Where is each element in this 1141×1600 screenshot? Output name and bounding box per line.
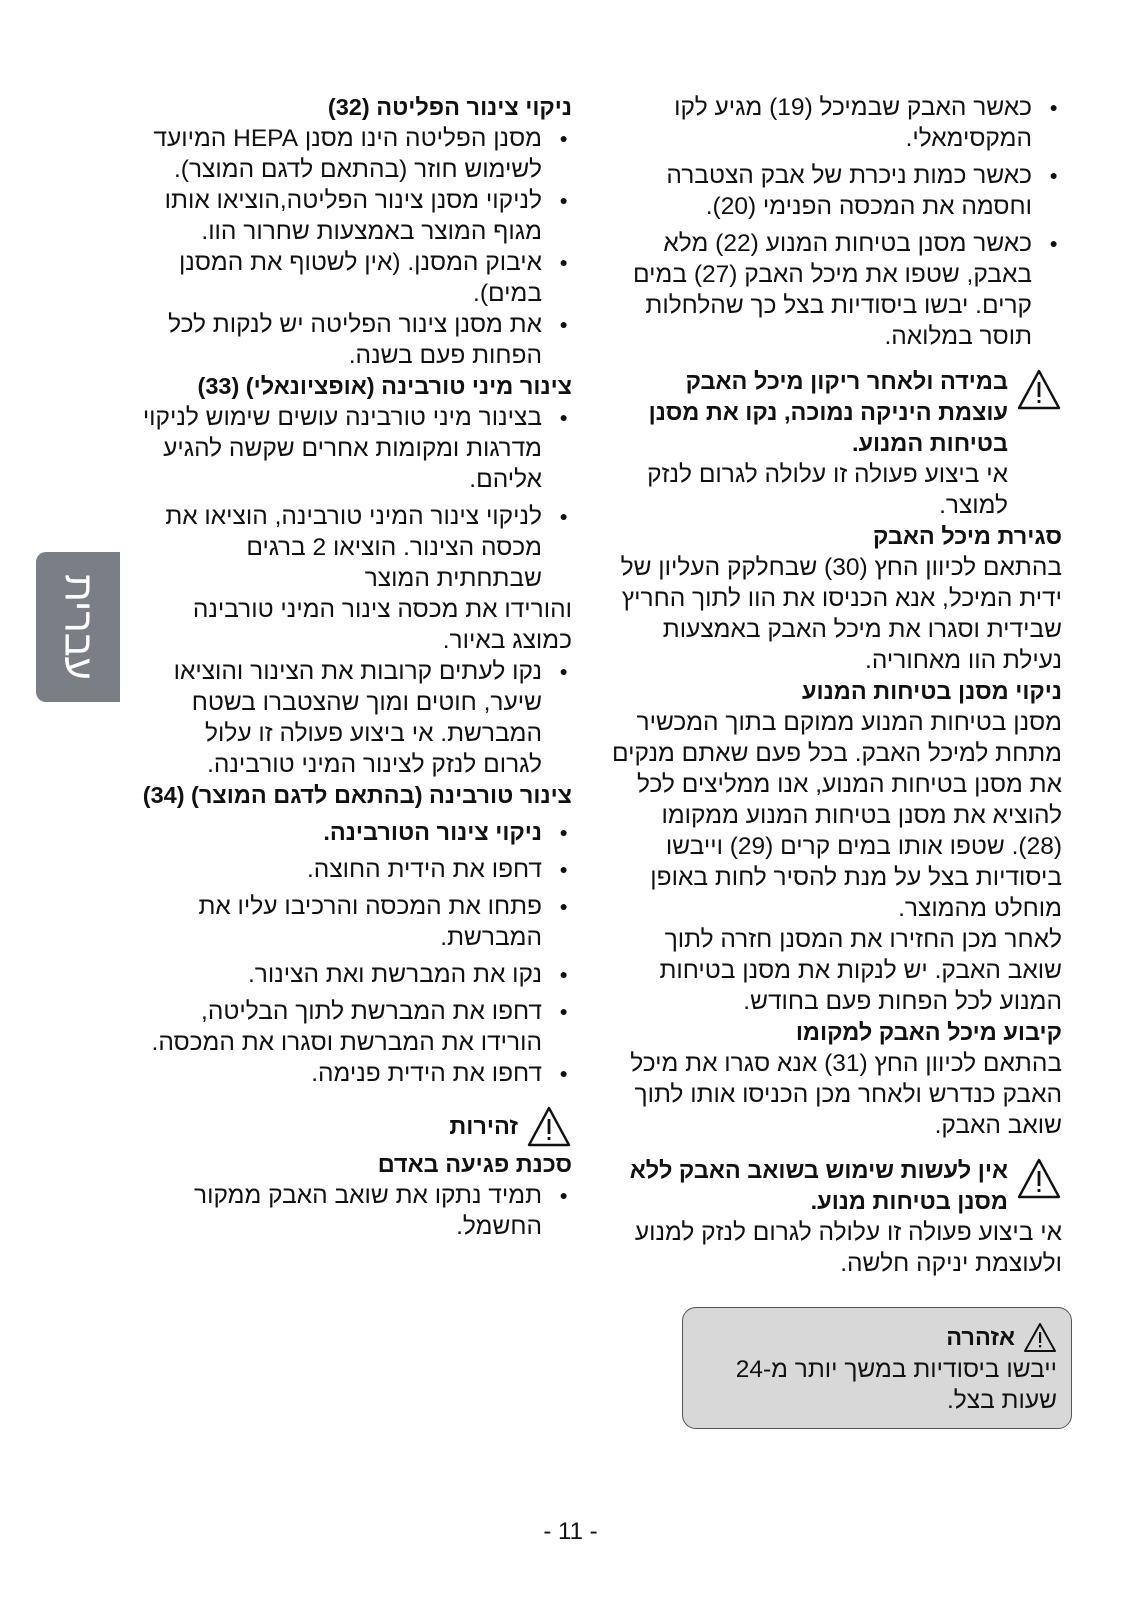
warning-title: במידה ולאחר ריקון מיכל האבק עוצמת היניקה נמוכה, נקו את מסנן בטיחות המנוע.	[648, 368, 1008, 456]
list-item: ● איבוק המסנן. (אין לשטוף את המסנן במים).	[140, 247, 572, 309]
bullet-list-danger	[140, 1180, 572, 1242]
bullet-list-when-to-empty	[612, 92, 1062, 352]
bullet-list-turbo	[140, 817, 572, 1089]
warning-triangle-icon	[526, 1105, 572, 1149]
danger-title: סכנת פגיעה באדם	[377, 1151, 572, 1177]
warning-triangle-icon	[1016, 1157, 1062, 1201]
list-item: ● ניקוי צינור הטורבינה.	[140, 817, 572, 848]
list-item: ● דחפו את המברשת לתוך הבליטה, הורידו את המברשת וסגרו את המכסה.	[140, 996, 572, 1058]
paragraph-close-bin: בהתאם לכיוון החץ (30) שבחלקק העליון של ידית המיכל, אנא הכניסו את הוו לתוך החריץ שבידית וסגרו את מיכל האבק באמצעות נעילת הוו מאחוריה.	[620, 554, 1062, 674]
language-tab-label: עברית	[56, 574, 101, 680]
caution-heading	[140, 1103, 572, 1149]
section-title-turbo: צינור טורבינה (בהתאם לדגם המוצר) (34)	[142, 782, 572, 808]
section-title-exhaust-filter: ניקוי צינור הפליטה (32)	[327, 94, 572, 120]
list-item: ● נקו לעתים קרובות את הצינור והוציאו שיער, חוטים ומוך שהצטברו בשטח המברשת. אי ביצוע פעולה זו עלול לגרום לנזק לצינור המיני טורבינה.	[140, 656, 572, 780]
list-item: ● פתחו את המכסה והרכיבו עליו את המברשת.	[140, 891, 572, 953]
list-item: ● לניקוי מסנן צינור הפליטה,הוציאו אותו מגוף המוצר באמצעות שחרור הוו.	[140, 185, 572, 247]
list-item: ● כאשר מסנן בטיחות המנוע (22) מלא באבק, שטפו את מיכל האבק (27) במים קרים. יבשו ביסודיות בצל כך שהלחלות תוסר במלואה.	[612, 228, 1062, 352]
bullet-list-exhaust-filter	[140, 123, 572, 371]
warning-title: אין לעשות שימוש בשואב האבק ללא מסנן בטיחות מנוע.	[629, 1157, 1008, 1214]
page-number: - 11 -	[543, 1518, 598, 1545]
left-column	[140, 92, 572, 1242]
list-item: ● כאשר כמות ניכרת של אבק הצטברה וחסמה את המכסה הפנימי (20).	[612, 160, 1062, 222]
section-title-fix-bin: קיבוע מיכל האבק למקומו	[795, 1019, 1062, 1045]
notice-title: אזהרה	[946, 1323, 1015, 1350]
warning-text: אי ביצוע פעולה זו עלולה לגרום לנזק למוצר.	[647, 461, 1008, 519]
warning-triangle-icon	[1016, 368, 1062, 412]
list-item: ● כאשר האבק שבמיכל (19) מגיע לקו המקסימאלי.	[612, 92, 1062, 154]
warning-low-suction	[612, 366, 1062, 521]
paragraph-mini-turbo-continuation: והורידו את מכסה צינור המיני טורבינה כמוצג באיור.	[192, 596, 572, 654]
list-item: ● מסנן הפליטה הינו מסנן HEPA המיועד לשימוש חוזר (בהתאם לדגם המוצר).	[140, 123, 572, 185]
language-side-tab	[36, 552, 120, 702]
bullet-list-mini-turbo-cleaning	[140, 656, 572, 780]
list-item: ● את מסנן צינור הפליטה יש לנקות לכל הפחות פעם בשנה.	[140, 309, 572, 371]
right-column	[612, 92, 1062, 1429]
notice-box	[682, 1307, 1072, 1429]
warning-text: אי ביצוע פעולה זו עלולה לגרום לנזק למנוע ולעוצמת יניקה חלשה.	[634, 1219, 1062, 1277]
paragraph-fix-bin: בהתאם לכיוון החץ (31) אנא סגרו את מיכל האבק כנדרש ולאחר מכן הכניסו אותו לתוך שואב האבק.	[630, 1050, 1062, 1139]
notice-heading	[697, 1320, 1057, 1354]
paragraph-motor-filter-return: לאחר מכן החזירו את המסנן חזרה לתוך שואב האבק. יש לנקות את מסנן בטיחות המנוע לכל הפחות פעם בחודש.	[659, 926, 1062, 1015]
list-item: ● דחפו את הידית החוצה.	[140, 854, 572, 885]
warning-triangle-icon	[1023, 1322, 1057, 1354]
list-item: ● בצינור מיני טורבינה עושים שימוש לניקוי מדרגות ומקומות אחרים שקשה להגיע אליהם.	[140, 402, 572, 495]
list-item: ● דחפו את הידית פנימה.	[140, 1058, 572, 1089]
warning-no-filter	[612, 1155, 1062, 1217]
paragraph-motor-filter: מסנן בטיחות המנוע ממוקם בתוך המכשיר מתחת למיכל האבק. בכל פעם שאתם מנקים את מסנן בטיחות המנוע, אנו ממליצים לכל להוציא את מסנן בטיחות המנוע ממקומו (28). שטפו אותו במים קרים (29) וייבשו ביסודיות בצל על מנת להסיר לחות באופן מוחלט מהמוצר.	[612, 709, 1062, 922]
list-item: ● נקו את המברשת ואת הצינור.	[140, 959, 572, 990]
bullet-list-mini-turbo	[140, 402, 572, 594]
list-item: ● לניקוי צינור המיני טורבינה, הוציאו את מכסה הצינור. הוציאו 2 ברגים שבתחתית המוצר	[140, 501, 572, 594]
list-item: ● תמיד נתקו את שואב האבק ממקור החשמל.	[140, 1180, 572, 1242]
section-title-mini-turbo: צינור מיני טורבינה (אופציונאלי) (33)	[197, 373, 572, 399]
notice-text: ייבשו ביסודיות במשך יותר מ-24 שעות בצל.	[735, 1356, 1057, 1414]
caution-title: זהירות	[449, 1112, 518, 1139]
section-title-close-bin: סגירת מיכל האבק	[872, 523, 1062, 549]
section-title-motor-filter: ניקוי מסנן בטיחות המנוע	[802, 678, 1062, 704]
